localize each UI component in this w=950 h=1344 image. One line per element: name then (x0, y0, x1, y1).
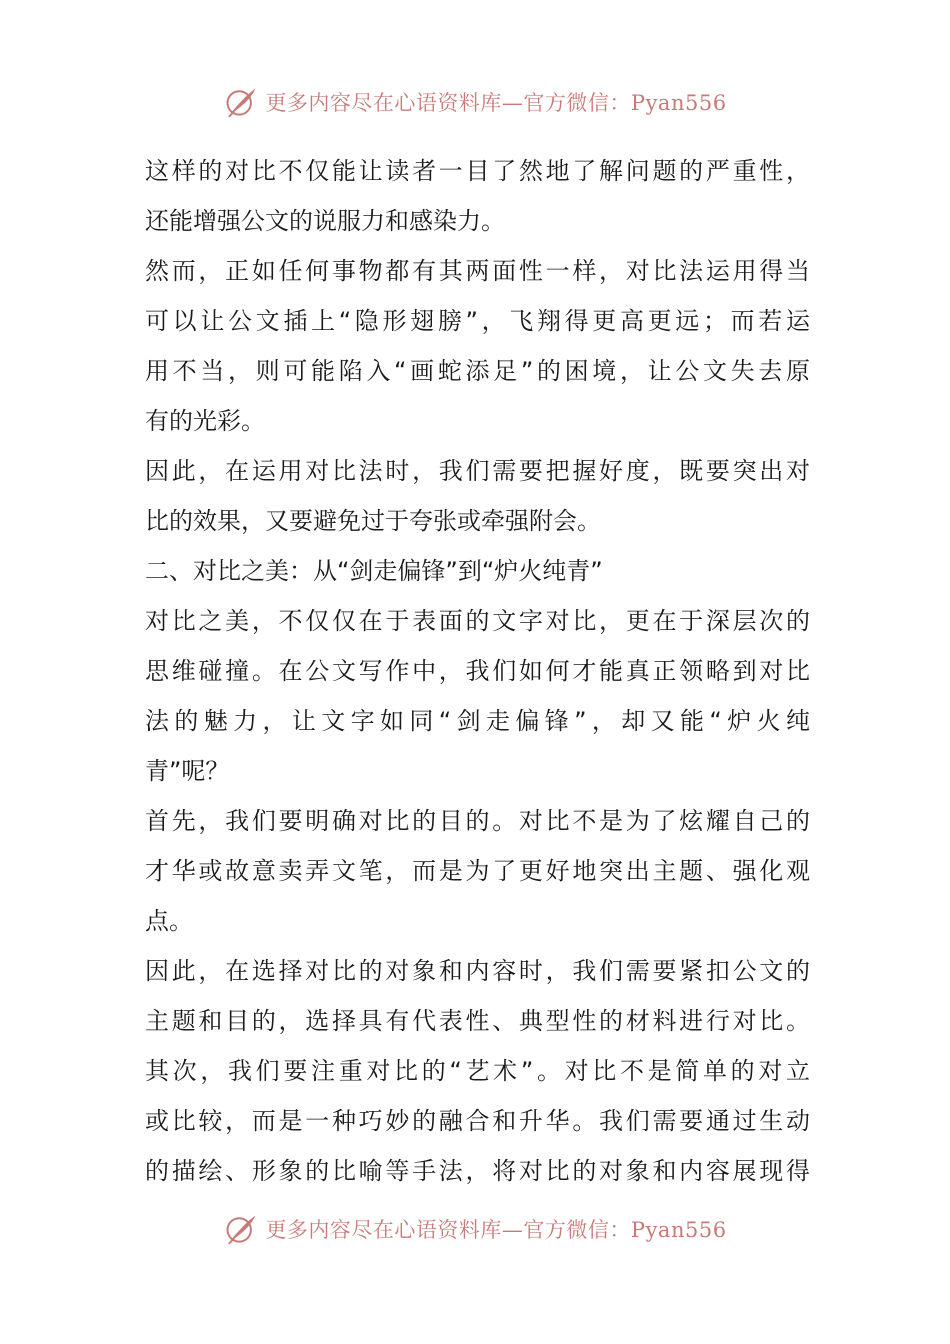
text-line: 其次，我们要注重对比的“艺术”。对比不是简单的对立 (145, 1057, 810, 1085)
quill-logo-icon (223, 1211, 259, 1247)
text-line: 才华或故意卖弄文笔，而是为了更好地突出主题、强化观 (145, 857, 810, 885)
watermark-text: 更多内容尽在心语资料库—官方微信：Pyan556 (265, 91, 727, 115)
text-line: 然而，正如任何事物都有其两面性一样，对比法运用得当 (145, 257, 810, 285)
text-line: 比的效果，又要避免过于夸张或牵强附会。 (145, 507, 601, 535)
document-body (145, 146, 810, 1196)
text-line: 因此，在运用对比法时，我们需要把握好度，既要突出对 (145, 457, 810, 485)
header-watermark (0, 84, 950, 120)
text-line: 用不当，则可能陷入“画蛇添足”的困境，让公文失去原 (145, 357, 810, 385)
text-line: 二、对比之美：从“剑走偏锋”到“炉火纯青” (145, 557, 603, 585)
footer-watermark (0, 1211, 950, 1247)
text-line: 还能增强公文的说服力和感染力。 (145, 207, 505, 235)
text-line: 青”呢？ (145, 757, 230, 785)
text-line: 思维碰撞。在公文写作中，我们如何才能真正领略到对比 (145, 657, 810, 685)
text-line: 的描绘、形象的比喻等手法，将对比的对象和内容展现得 (145, 1157, 810, 1185)
text-line: 或比较，而是一种巧妙的融合和升华。我们需要通过生动 (145, 1107, 810, 1135)
text-line: 点。 (145, 907, 193, 935)
text-line: 对比之美，不仅仅在于表面的文字对比，更在于深层次的 (145, 607, 810, 635)
text-line: 可以让公文插上“隐形翅膀”，飞翔得更高更远；而若运 (145, 307, 810, 335)
text-line: 有的光彩。 (145, 407, 265, 435)
text-line: 首先，我们要明确对比的目的。对比不是为了炫耀自己的 (145, 807, 810, 835)
quill-logo-icon (223, 84, 259, 120)
text-line: 因此，在选择对比的对象和内容时，我们需要紧扣公文的 (145, 957, 810, 985)
watermark-text: 更多内容尽在心语资料库—官方微信：Pyan556 (265, 1218, 727, 1242)
text-line: 法的魅力，让文字如同“剑走偏锋”，却又能“炉火纯 (145, 707, 810, 735)
text-line: 这样的对比不仅能让读者一目了然地了解问题的严重性， (145, 157, 810, 185)
text-line: 主题和目的，选择具有代表性、典型性的材料进行对比。 (145, 1007, 810, 1035)
